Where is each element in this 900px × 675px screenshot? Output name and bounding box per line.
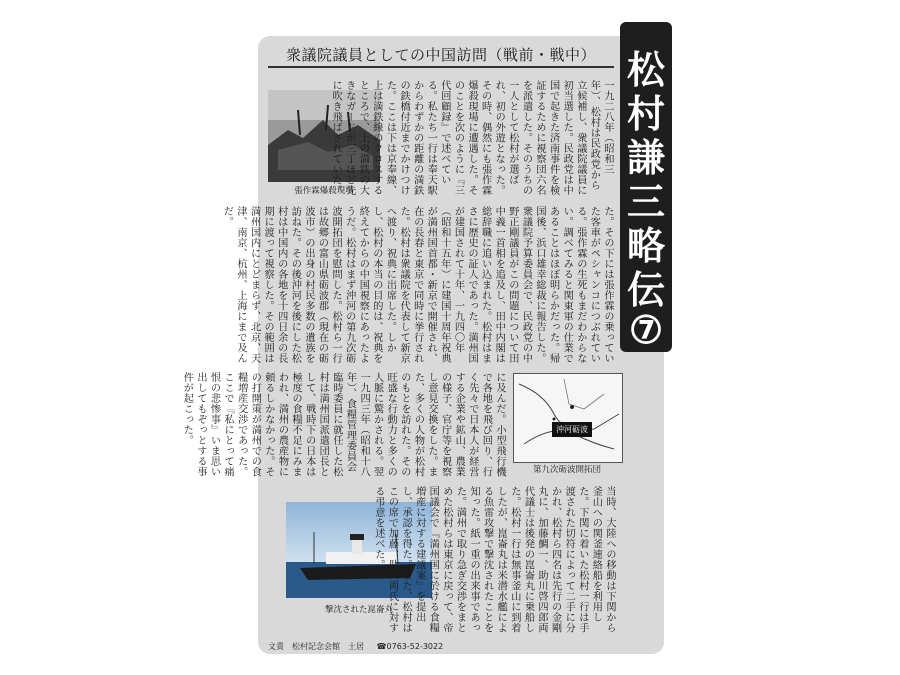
title-char: 伝 bbox=[626, 267, 665, 312]
text-column: た。その下には張作霖の乗っていた客車がペシャンコにつぶれている。張作霖の生死もまだわからない。調べてみると関東軍の仕業であることはほぼ明らかだった。帰国後、浜口雄幸総裁に報告した。衆議院予算委員会で、民政党の中野正剛議員がこの問題について田中義一首相を追及し、田中内閣は総辞職に追い込まれた。松村はまさに歴史の証人であった。満州国が建国されて十年、一九四〇年（昭和十五年）に建国十周年祝典が満州国首都・新京で開催され、在の長春と東京で同時に挙行された。松村は衆議院を代表して新京へ渡り、祝典に出席した。しかし、松村の本当の目的は、祝典を終えてからの中国視察にあったようだ。松村はまず沖河の第九次砺波開拓団を慰問した。松村ら一行は故郷の富山県砺波郡（現在の砺波市）の出身の村民多数の遺族を訪ねた。その後沖河を後にした松村は中国内の各地を十四日余の長期に渡って視察した。その範囲は満州国内にとどまらず、北京、天津、南京、杭州、上海にまで及んだ。 bbox=[221, 206, 613, 364]
article-title-box bbox=[620, 22, 672, 352]
title-char: 謙 bbox=[626, 135, 665, 180]
text-column: に及んだ。小型飛行機で各地を飛び回り、行く先々で日本人が経営する企業や鉱山、農業の様子、官庁等を視察し意見交換をした。また、多くの人物が松村のもとを訪れた。その旺盛な行動力と多くの人脈に驚かされる。翌一九四三年（昭和十八年）、食糧管理委員会臨時委員に就任した松村は満州国派遣団長として、戦時下の日本は極度の食糧不足にみまわれ、満州の農産物に頼るしかなかった。その打開策が満州での食糧増産交渉であった。ここで『私にとって痛恨の悲惨事』いま思い出してもぞっとする事件が起こった。 bbox=[181, 372, 505, 477]
map-label: 沖河砺波 bbox=[552, 422, 592, 437]
text-column: 当時、大陸への移動は下関から釜山への関釜連絡船を利用した。下関に着いた松村一行は手渡された切符によって二手に分かれ、松村ら四名は先行の金剛丸に、加藤鯛一、助川啓四郎両代議士は後発の崑崙丸に乗船した。松村一行は無事釜山に到着したが、崑崙丸は米潜水艦による魚雷攻撃で撃沈されたことを知った。紙一重の出来事であった。満州で取り急ぎ交渉をまとめた松村らは東京に戻って、帝国議会で『満州国に於ける食糧増産に対する建議案』を提出し、承認を得た。また、松村はこの席で加藤、助川両氏に対する弔意を述べた。 bbox=[372, 486, 615, 633]
heading-rule bbox=[268, 66, 614, 68]
title-char: 三 bbox=[626, 179, 665, 224]
title-char: ⑦ bbox=[628, 307, 664, 352]
footer-source: 文責 松村記念会館 土居 bbox=[268, 642, 364, 651]
text-column: 一九二八年（昭和三年）、松村は民政党から立候補し、衆議院議員に初当選した。民政党は中国で起きた済南事件を検証するために視察団六名を派遣した。そのうちの一人として松村が選ばれ、初の外遊となった。その時、偶然にも張作霖爆殺現場に遭遇した。そのことを次のように『三代回顧録』で述べている。私たち一行は奉天駅からわずかの距離の満鉄の鉄橋付近までかけつけた。ここは下は京奉線、上は満鉄線のクロスするところで、上の満鉄の大きなガードが三丁ほど先に吹き飛ばされていた。 bbox=[330, 80, 613, 196]
photo-caption: 張作霖爆殺現場 bbox=[294, 186, 354, 196]
map-caption: 第九次砺波開拓団 bbox=[532, 465, 601, 475]
footer bbox=[268, 641, 618, 652]
footer-phone: ☎0763-52-3022 bbox=[376, 642, 444, 651]
ship-caption: 撃沈された崑崙丸 bbox=[324, 605, 393, 615]
map-image bbox=[513, 373, 623, 463]
title-char: 松 bbox=[626, 47, 665, 92]
title-char: 略 bbox=[626, 223, 665, 268]
section-heading: 衆議院議員としての中国訪問（戦前・戦中） bbox=[285, 46, 596, 64]
title-char: 村 bbox=[626, 91, 665, 136]
